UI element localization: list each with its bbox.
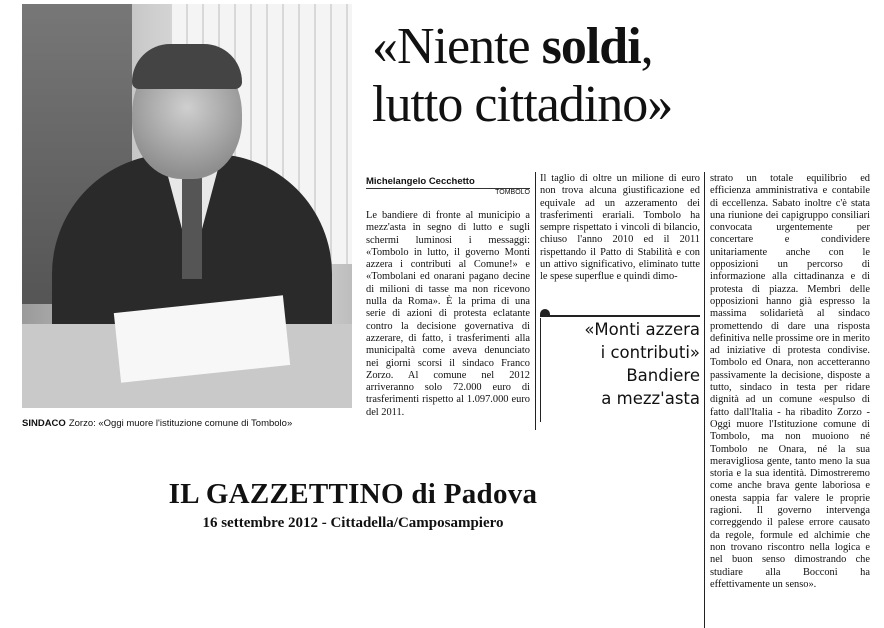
pull-quote-marker-icon	[540, 309, 550, 317]
photo-caption	[22, 418, 292, 429]
pull-quote-rule	[540, 309, 700, 317]
headline	[372, 18, 672, 134]
pull-quote	[540, 318, 700, 410]
newspaper-name: IL GAZZETTINO di Padova	[168, 478, 538, 510]
column-divider-1	[535, 172, 536, 430]
byline-author: Michelangelo Cecchetto	[366, 176, 530, 189]
pull-quote-line-3: Bandiere	[626, 366, 700, 385]
headline-bold-word: soldi	[541, 18, 641, 75]
pull-quote-line-1: «Monti azzera	[584, 320, 700, 339]
column-divider-2	[704, 172, 705, 628]
pull-quote-line-2: i contributi»	[600, 343, 700, 362]
caption-label: SINDACO	[22, 418, 66, 429]
mayor-photo	[22, 4, 352, 408]
headline-comma: ,	[640, 18, 653, 75]
article-column-3: strato un totale equilibrio ed efficienza amministrativa e contabile di eccellenza. Sabato inoltre c'è stata una riunione dei capigruppo consiliari convocata urgentemente per concertare e condividere unitariamente anche con le opposizioni un percorso di informazione alla cittadinanza e di protesta di piazza. Membri delle opposizioni hanno già espresso la massima solidarietà al sindaco promettendo di dare una risposta definitiva nelle prossime ore in merito ad iniziative di protesta condivise. Tombolo ed Onara, non accetteranno passivamente la decisione, disposte a tutto, sindaco in testa per ridare dignità ad un comune «espulso di fatto dall'Italia - ha ribadito Zorzo - Oggi muore l'Istituzione comune di Tombolo, ma non muoiono né Tombolo ne Onara, né la sua meravigliosa gente, tanto meno la sua storia e la sua identità. Dimostreremo come anche brava gente laboriosa e onesta sappia far valere le proprie ragioni. Il governo intervenga correggendo il palese errore causato da regole, formule ed alchimie che non trovano riscontro nella logica e nel buon senso dimostrando che studiare alla Bocconi ha effettivamente un senso».	[710, 173, 870, 590]
pull-quote-line-4: a mezz'asta	[601, 389, 700, 408]
pull-quote-line	[550, 315, 700, 317]
article-column-2: Il taglio di oltre un milione di euro non trova alcuna giustificazione ed equivale ad un azzeramento dei trasferimenti erariali. Tombolo ha sempre rispettato i vincoli di bilancio, chiuso l'anno 2010 ed il 2011 rispettando il Patto di Stabilità e con un attivo significativo, eliminato tutte le spese superflue e quindi dimo-	[540, 173, 700, 283]
headline-line-1	[372, 18, 672, 76]
dateline-location: TOMBOLO	[495, 189, 530, 196]
caption-text: Zorzo: «Oggi muore l'istituzione comune di Tombolo»	[68, 418, 293, 429]
headline-line-2: lutto cittadino»	[372, 76, 673, 133]
article-column-1: Le bandiere di fronte al municipio a mezz'asta in segno di lutto e sugli schermi luminosi i messaggi: «Tombolo in lutto, il governo Monti azzera i contributi al Comune!» e «Tombolani ed onarani pagano decine di milioni di tasse ma non ricevono nulla da Roma». È la prima di una serie di azioni di protesta eclatante contro la decisione governativa di azzerare, di fatto, i trasferimenti alla municipaltà come aveva denunciato nei giorni scorsi il sindaco Franco Zorzo. Al comune nel 2012 arriveranno solo 72.000 euro di trasferimenti rispetto al 1.097.000 euro del 2011.	[366, 210, 530, 418]
mayor-hair	[132, 44, 242, 89]
edition-line: 16 settembre 2012 - Cittadella/Camposampiero	[202, 515, 504, 531]
headline-part-1: «Niente	[372, 18, 542, 75]
mayor-tie	[182, 169, 202, 279]
